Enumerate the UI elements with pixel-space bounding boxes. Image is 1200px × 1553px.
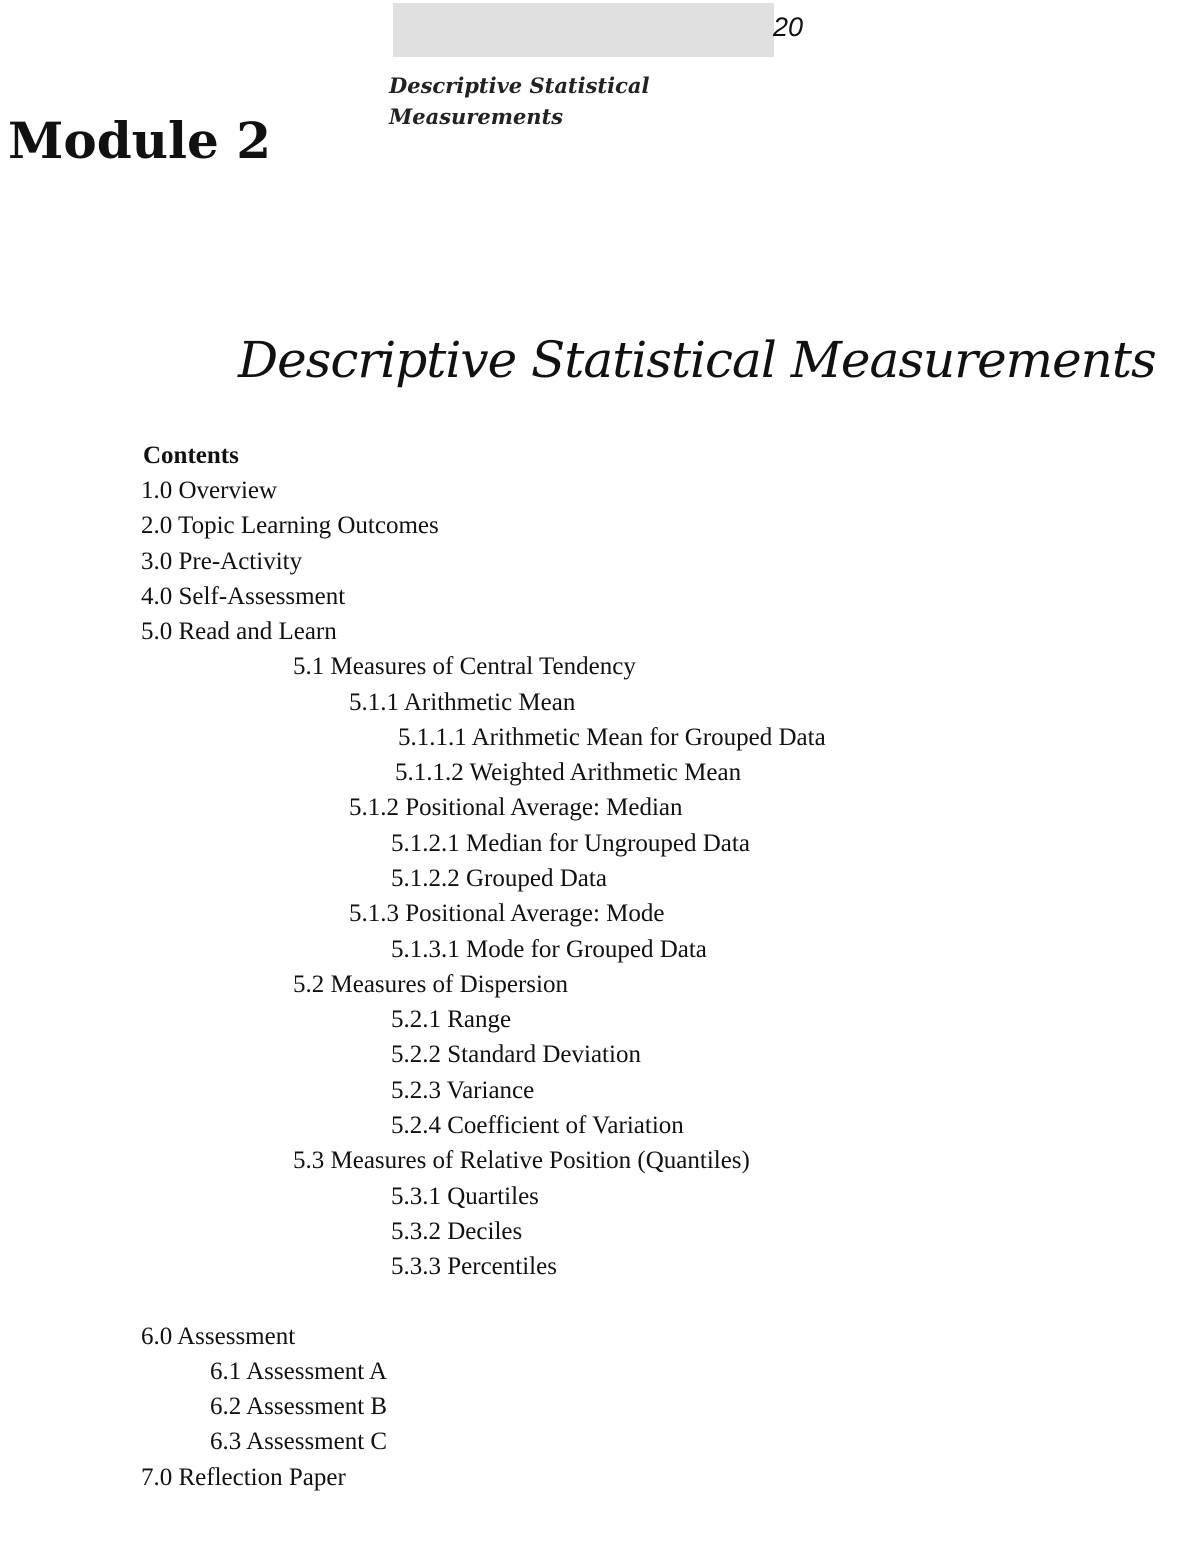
toc-entry-5-1-1[interactable]: 5.1.1 Arithmetic Mean xyxy=(349,689,576,716)
toc-entry-7-0[interactable]: 7.0 Reflection Paper xyxy=(141,1464,346,1491)
toc-entry-5-1[interactable]: 5.1 Measures of Central Tendency xyxy=(293,653,636,680)
toc-entry-5-1-2-2[interactable]: 5.1.2.2 Grouped Data xyxy=(391,865,607,892)
running-head-line1: Descriptive Statistical xyxy=(389,73,650,98)
running-head-line2: Measurements xyxy=(389,104,564,129)
toc-entry-5-2-1[interactable]: 5.2.1 Range xyxy=(391,1006,512,1033)
toc-entry-5-1-3-1[interactable]: 5.1.3.1 Mode for Grouped Data xyxy=(391,936,707,963)
module-label: Module 2 xyxy=(8,111,272,170)
toc-entry-5-2-3[interactable]: 5.2.3 Variance xyxy=(391,1077,535,1104)
toc-entry-5-1-2[interactable]: 5.1.2 Positional Average: Median xyxy=(349,794,683,821)
toc-entry-5-0[interactable]: 5.0 Read and Learn xyxy=(141,618,337,645)
toc-entry-6-2[interactable]: 6.2 Assessment B xyxy=(210,1393,388,1420)
toc-entry-4-0[interactable]: 4.0 Self-Assessment xyxy=(141,583,346,610)
toc-entry-3-0[interactable]: 3.0 Pre-Activity xyxy=(141,548,303,575)
toc-entry-6-1[interactable]: 6.1 Assessment A xyxy=(210,1358,388,1385)
toc-entry-2-0[interactable]: 2.0 Topic Learning Outcomes xyxy=(141,512,439,539)
toc-entry-1-0[interactable]: 1.0 Overview xyxy=(141,477,278,504)
toc-entry-5-1-2-1[interactable]: 5.1.2.1 Median for Ungrouped Data xyxy=(391,830,750,857)
document-title: Descriptive Statistical Measurements xyxy=(238,331,1156,389)
toc-entry-5-1-1-1[interactable]: 5.1.1.1 Arithmetic Mean for Grouped Data xyxy=(398,724,826,751)
toc-entry-5-3[interactable]: 5.3 Measures of Relative Position (Quantiles) xyxy=(293,1147,750,1174)
toc-entry-5-3-3[interactable]: 5.3.3 Percentiles xyxy=(391,1253,557,1280)
toc-entry-5-2-2[interactable]: 5.2.2 Standard Deviation xyxy=(391,1041,641,1068)
toc-entry-5-1-3[interactable]: 5.1.3 Positional Average: Mode xyxy=(349,900,665,927)
toc-entry-6-0[interactable]: 6.0 Assessment xyxy=(141,1323,296,1350)
toc-heading: Contents xyxy=(143,442,239,469)
toc-entry-5-2-4[interactable]: 5.2.4 Coefficient of Variation xyxy=(391,1112,684,1139)
toc-entry-6-3[interactable]: 6.3 Assessment C xyxy=(210,1428,388,1455)
page-number: 20 xyxy=(773,12,804,42)
toc-entry-5-3-2[interactable]: 5.3.2 Deciles xyxy=(391,1218,523,1245)
toc-entry-5-3-1[interactable]: 5.3.1 Quartiles xyxy=(391,1183,539,1210)
toc-entry-5-2[interactable]: 5.2 Measures of Dispersion xyxy=(293,971,568,998)
toc-entry-5-1-1-2[interactable]: 5.1.1.2 Weighted Arithmetic Mean xyxy=(395,759,742,786)
